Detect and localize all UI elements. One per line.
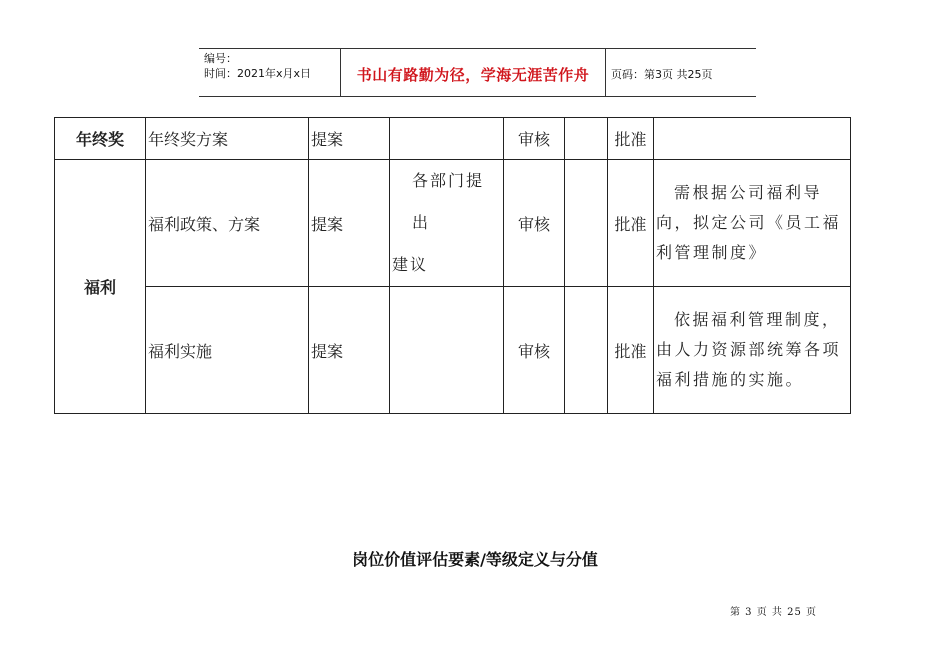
header-page-number: 页码：第3页 共25页: [611, 68, 713, 81]
cell-blank: [565, 118, 608, 160]
cell-blank: [565, 287, 608, 414]
cell-propose: 提案: [309, 118, 390, 160]
cell-approve: 批准: [608, 160, 654, 287]
table-row-welfare-implementation: [55, 287, 851, 414]
item-welfare-implementation: 福利实施: [146, 287, 309, 414]
table-row-year-end: [55, 118, 851, 160]
cell-dept: [390, 118, 504, 160]
responsibility-table: [54, 117, 851, 414]
category-year-end: 年终奖: [55, 118, 146, 160]
cell-desc: [654, 160, 851, 287]
document-date-label: 时间：2021年x月x日: [204, 67, 312, 80]
cell-desc: [654, 118, 851, 160]
cell-propose: 提案: [309, 287, 390, 414]
footer-page-number: 第 3 页 共 25 页: [730, 607, 817, 618]
desc-line: 由人力资源部统筹各项: [656, 340, 842, 359]
header-top-rule: [199, 48, 756, 49]
table-row-welfare-policy: [55, 160, 851, 287]
cell-desc: [654, 287, 851, 414]
document-number-label: 编号：: [204, 52, 237, 65]
dept-line: 各部门提出: [412, 171, 485, 232]
header-meta: [204, 51, 311, 81]
cell-approve: 批准: [608, 287, 654, 414]
cell-dept-suggestion: [390, 160, 504, 287]
header-divider-right: [605, 48, 606, 96]
desc-line: 利管理制度》: [656, 243, 768, 262]
section-heading: 岗位价值评估要素/等级定义与分值: [352, 550, 598, 569]
cell-review: 审核: [504, 118, 565, 160]
item-welfare-policy: 福利政策、方案: [146, 160, 309, 287]
category-welfare: 福利: [55, 160, 146, 414]
desc-line: 依据福利管理制度，: [674, 310, 841, 329]
cell-review: 审核: [504, 160, 565, 287]
header-motto: 书山有路勤为径，学海无涯苦作舟: [356, 66, 590, 84]
cell-blank: [565, 160, 608, 287]
desc-line: 向，拟定公司《员工福: [656, 213, 842, 232]
item-year-end-plan: 年终奖方案: [146, 118, 309, 160]
cell-review: 审核: [504, 287, 565, 414]
cell-approve: 批准: [608, 118, 654, 160]
desc-line: 需根据公司福利导: [674, 183, 823, 202]
cell-dept: [390, 287, 504, 414]
dept-line: 建议: [392, 255, 429, 274]
header-bottom-rule: [199, 96, 756, 97]
cell-propose: 提案: [309, 160, 390, 287]
desc-line: 福利措施的实施。: [656, 370, 805, 389]
